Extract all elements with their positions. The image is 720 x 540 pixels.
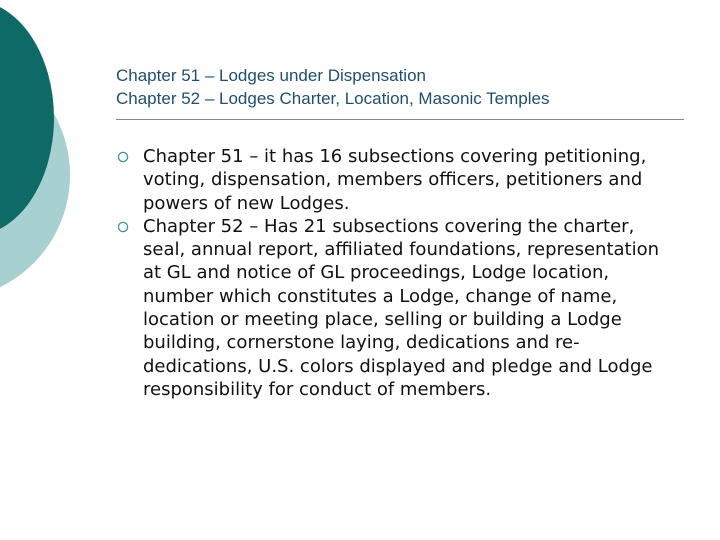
title-line-2: Chapter 52 – Lodges Charter, Location, Masonic Temples	[116, 89, 550, 108]
ring-bullet-icon	[116, 150, 130, 164]
title-divider	[116, 119, 684, 120]
decorative-circles	[0, 0, 80, 300]
ring-bullet-icon	[116, 220, 130, 234]
bullet-list	[116, 145, 676, 401]
list-item	[116, 145, 676, 215]
bullet-text-chapter-52: Chapter 52 – Has 21 subsections covering the charter, seal, annual report, affiliated foundations, representation at GL and notice of GL proceedings, Lodge location, number which constitutes a Lodge, change of name, location or meeting place, selling or building a Lodge building, cornerstone laying, dedications and re-dedications, U.S. colors displayed and pledge and Lodge responsibility for conduct of members.	[143, 215, 660, 400]
list-item	[116, 215, 676, 401]
bullet-text-chapter-51: Chapter 51 – it has 16 subsections covering petitioning, voting, dispensation, members officers, petitioners and powers of new Lodges.	[143, 146, 647, 214]
title-line-1: Chapter 51 – Lodges under Dispensation	[116, 66, 426, 85]
slide-title	[116, 64, 696, 110]
